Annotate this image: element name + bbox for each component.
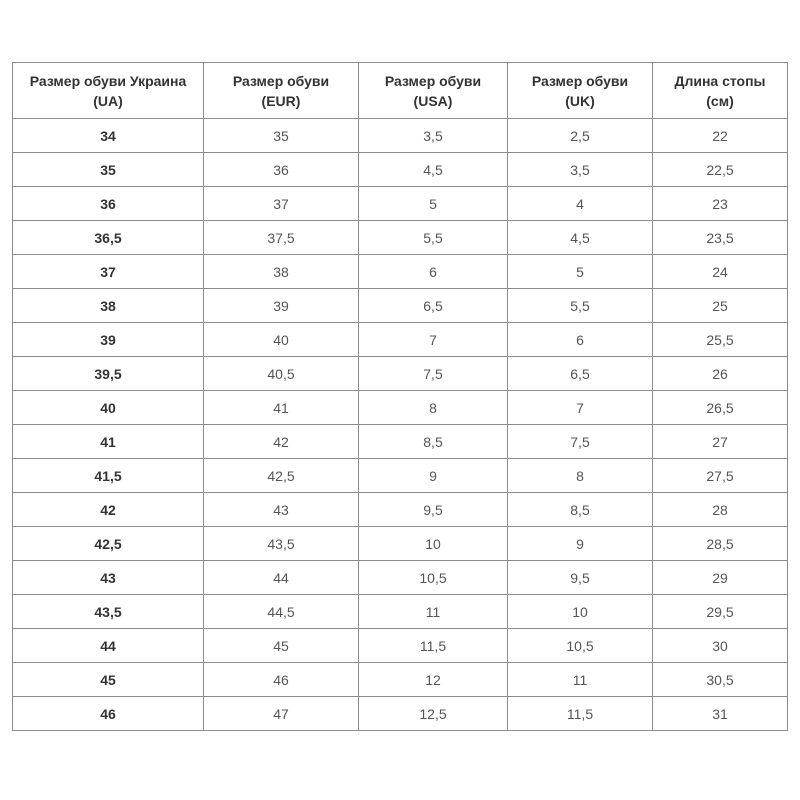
- table-cell: 44: [204, 561, 359, 595]
- table-cell: 42: [13, 493, 204, 527]
- table-cell: 39,5: [13, 357, 204, 391]
- table-cell: 43,5: [13, 595, 204, 629]
- table-cell: 11: [508, 663, 653, 697]
- table-cell: 22: [653, 119, 788, 153]
- table-row: [13, 561, 788, 595]
- table-cell: 30: [653, 629, 788, 663]
- table-cell: 26: [653, 357, 788, 391]
- table-cell: 8: [359, 391, 508, 425]
- table-row: [13, 663, 788, 697]
- column-header-line1: Размер обуви: [531, 72, 629, 89]
- table-cell: 40: [13, 391, 204, 425]
- table-cell: 4,5: [508, 221, 653, 255]
- table-cell: 5,5: [508, 289, 653, 323]
- column-header-2: [359, 63, 508, 119]
- table-cell: 28,5: [653, 527, 788, 561]
- table-cell: 27,5: [653, 459, 788, 493]
- table-cell: 39: [13, 323, 204, 357]
- table-cell: 23: [653, 187, 788, 221]
- table-cell: 10: [359, 527, 508, 561]
- table-cell: 4: [508, 187, 653, 221]
- table-cell: 5: [508, 255, 653, 289]
- table-row: [13, 119, 788, 153]
- table-cell: 38: [13, 289, 204, 323]
- table-cell: 12: [359, 663, 508, 697]
- table-cell: 29: [653, 561, 788, 595]
- column-header-line1: Размер обуви: [232, 72, 330, 89]
- table-cell: 7: [508, 391, 653, 425]
- table-cell: 43: [204, 493, 359, 527]
- table-cell: 36,5: [13, 221, 204, 255]
- table-cell: 6,5: [508, 357, 653, 391]
- table-cell: 11: [359, 595, 508, 629]
- table-cell: 8,5: [508, 493, 653, 527]
- column-header-4: [653, 63, 788, 119]
- table-row: [13, 221, 788, 255]
- table-cell: 7,5: [359, 357, 508, 391]
- table-row: [13, 289, 788, 323]
- table-row: [13, 527, 788, 561]
- column-header-1: [204, 63, 359, 119]
- column-header-line1: Длина стопы: [674, 72, 766, 89]
- table-cell: 41: [13, 425, 204, 459]
- table-header: [13, 63, 788, 119]
- table-cell: 4,5: [359, 153, 508, 187]
- table-cell: 36: [204, 153, 359, 187]
- table-cell: 43: [13, 561, 204, 595]
- table-cell: 29,5: [653, 595, 788, 629]
- table-cell: 7: [359, 323, 508, 357]
- table-cell: 23,5: [653, 221, 788, 255]
- table-row: [13, 391, 788, 425]
- column-header-line2: (USA): [413, 92, 453, 109]
- table-cell: 9: [359, 459, 508, 493]
- table-row: [13, 187, 788, 221]
- table-cell: 11,5: [508, 697, 653, 731]
- table-cell: 9,5: [359, 493, 508, 527]
- table-cell: 6: [508, 323, 653, 357]
- table-cell: 26,5: [653, 391, 788, 425]
- table-cell: 8,5: [359, 425, 508, 459]
- table-cell: 28: [653, 493, 788, 527]
- table-cell: 42: [204, 425, 359, 459]
- table-cell: 34: [13, 119, 204, 153]
- table-cell: 31: [653, 697, 788, 731]
- table-cell: 7,5: [508, 425, 653, 459]
- table-cell: 42,5: [13, 527, 204, 561]
- column-header-0: [13, 63, 204, 119]
- table-cell: 41,5: [13, 459, 204, 493]
- table-cell: 11,5: [359, 629, 508, 663]
- table-row: [13, 357, 788, 391]
- table-row: [13, 255, 788, 289]
- table-row: [13, 629, 788, 663]
- table-cell: 10,5: [508, 629, 653, 663]
- table-cell: 40,5: [204, 357, 359, 391]
- column-header-line2: (UK): [565, 92, 595, 109]
- table-cell: 43,5: [204, 527, 359, 561]
- table-cell: 36: [13, 187, 204, 221]
- table-cell: 12,5: [359, 697, 508, 731]
- table-cell: 37,5: [204, 221, 359, 255]
- table-cell: 47: [204, 697, 359, 731]
- table-cell: 9: [508, 527, 653, 561]
- table-cell: 8: [508, 459, 653, 493]
- table-row: [13, 595, 788, 629]
- table-cell: 30,5: [653, 663, 788, 697]
- table-cell: 24: [653, 255, 788, 289]
- table-cell: 37: [13, 255, 204, 289]
- column-header-line1: Размер обуви Украина: [29, 72, 187, 89]
- table-cell: 41: [204, 391, 359, 425]
- table-cell: 35: [204, 119, 359, 153]
- shoe-size-conversion-table-container: [12, 62, 787, 731]
- column-header-line1: Размер обуви: [384, 72, 482, 89]
- column-header-line2: (см): [706, 92, 734, 109]
- shoe-size-conversion-table: [12, 62, 788, 731]
- table-cell: 45: [204, 629, 359, 663]
- table-row: [13, 323, 788, 357]
- table-cell: 42,5: [204, 459, 359, 493]
- table-cell: 6,5: [359, 289, 508, 323]
- table-row: [13, 425, 788, 459]
- table-cell: 44,5: [204, 595, 359, 629]
- table-cell: 38: [204, 255, 359, 289]
- column-header-line2: (EUR): [261, 92, 301, 109]
- table-cell: 3,5: [359, 119, 508, 153]
- table-cell: 9,5: [508, 561, 653, 595]
- table-cell: 46: [13, 697, 204, 731]
- table-cell: 25: [653, 289, 788, 323]
- table-cell: 6: [359, 255, 508, 289]
- table-cell: 37: [204, 187, 359, 221]
- table-cell: 35: [13, 153, 204, 187]
- table-cell: 3,5: [508, 153, 653, 187]
- column-header-3: [508, 63, 653, 119]
- table-cell: 10: [508, 595, 653, 629]
- table-cell: 22,5: [653, 153, 788, 187]
- table-cell: 40: [204, 323, 359, 357]
- table-row: [13, 697, 788, 731]
- table-cell: 39: [204, 289, 359, 323]
- table-header-row: [13, 63, 788, 119]
- table-cell: 46: [204, 663, 359, 697]
- table-body: [13, 119, 788, 731]
- table-row: [13, 493, 788, 527]
- table-cell: 44: [13, 629, 204, 663]
- table-cell: 5: [359, 187, 508, 221]
- column-header-line2: (UA): [93, 92, 123, 109]
- table-cell: 45: [13, 663, 204, 697]
- table-cell: 2,5: [508, 119, 653, 153]
- table-row: [13, 459, 788, 493]
- table-row: [13, 153, 788, 187]
- table-cell: 25,5: [653, 323, 788, 357]
- table-cell: 5,5: [359, 221, 508, 255]
- table-cell: 27: [653, 425, 788, 459]
- table-cell: 10,5: [359, 561, 508, 595]
